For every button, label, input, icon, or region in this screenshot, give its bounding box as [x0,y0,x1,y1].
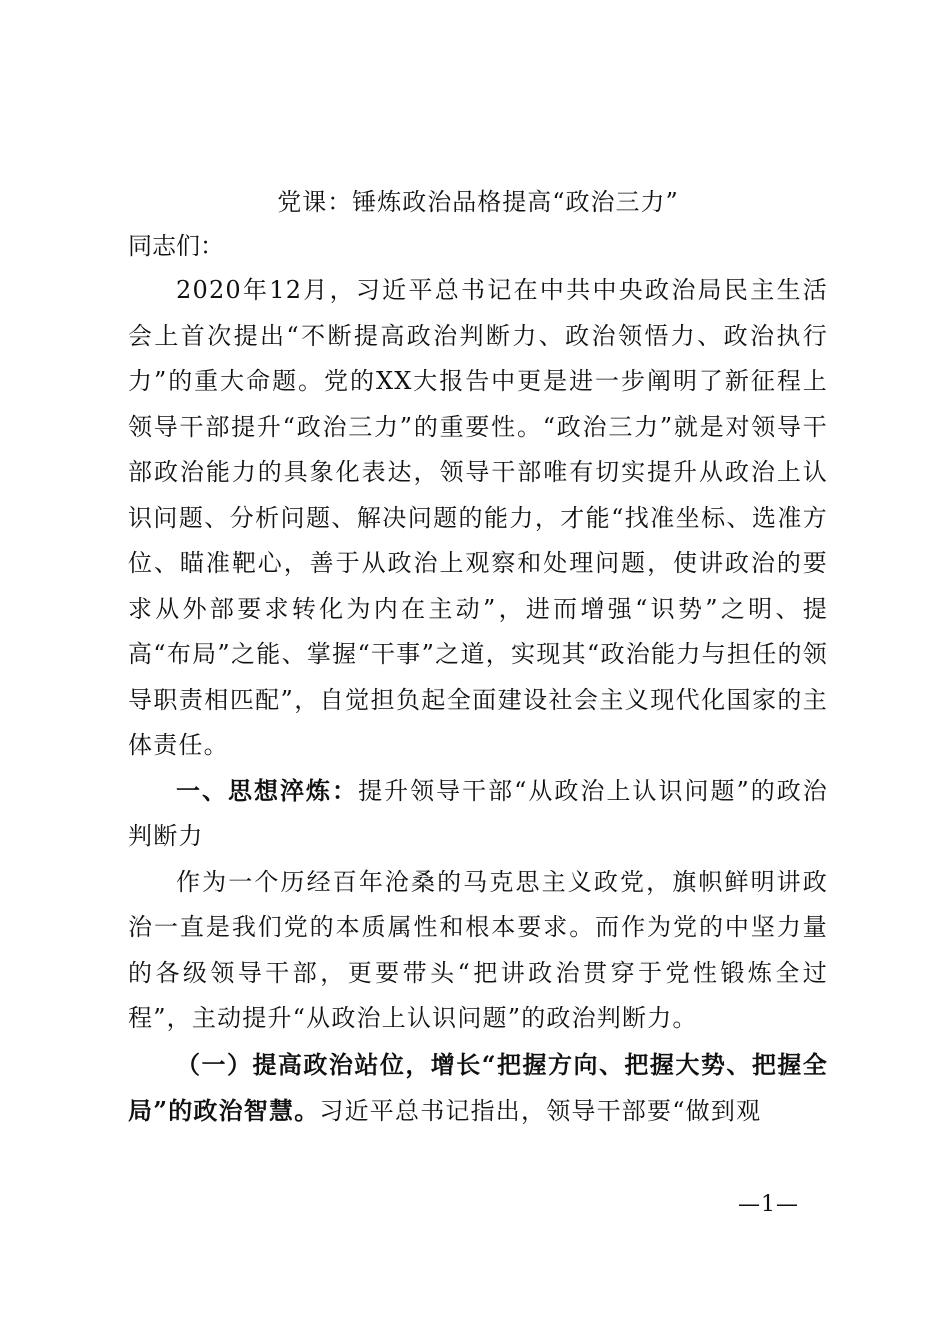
section-1-body-paragraph: 作为一个历经百年沧桑的马克思主义政党，旗帜鲜明讲政治一直是我们党的本质属性和根本要求。而作为党的中坚力量的各级领导干部，更要带头“把讲政治贯穿于党性锻炼全过程”，主动提升“从政治上认识问题”的政治判断力。 [128,867,828,1032]
subsection-1-text: 习近平总书记指出，领导干部要“做到观 [319,1097,762,1125]
subsection-1-paragraph [128,1042,828,1135]
document-body [128,180,828,1135]
section-1-heading-lead: 一、思想淬炼： [176,776,359,805]
salutation: 同志们： [128,232,224,260]
document-title: 党课：锤炼政治品格提高“政治三力” [277,188,679,216]
subsection-1-lead: （一）提高政治站位，增长“把握方向、把握大势、把握全局”的政治智慧。 [128,1049,828,1125]
page-number: —1— [738,1192,799,1217]
section-1-heading [128,769,828,860]
intro-paragraph: 2020年12月，习近平总书记在中共中央政治局民主生活会上首次提出“不断提高政治判断力、政治领悟力、政治执行力”的重大命题。党的XX大报告中更是进一步阐明了新征程上领导干部提升“政治三力”的重要性。“政治三力”就是对领导干部政治能力的具象化表达，领导干部唯有切实提升从政治上认识问题、分析问题、解决问题的能力，才能“找准坐标、选准方位、瞄准靶心，善于从政治上观察和处理问题，使讲政治的要求从外部要求转化为内在主动”，进而增强“识势”之明、提高“布局”之能、掌握“干事”之道，实现其“政治能力与担任的领导职责相匹配”，自觉担负起全面建设社会主义现代化国家的主体责任。 [128,276,828,759]
section-1-heading-text: 提升领导干部“从政治上认识问题”的政治判断力 [128,776,828,850]
